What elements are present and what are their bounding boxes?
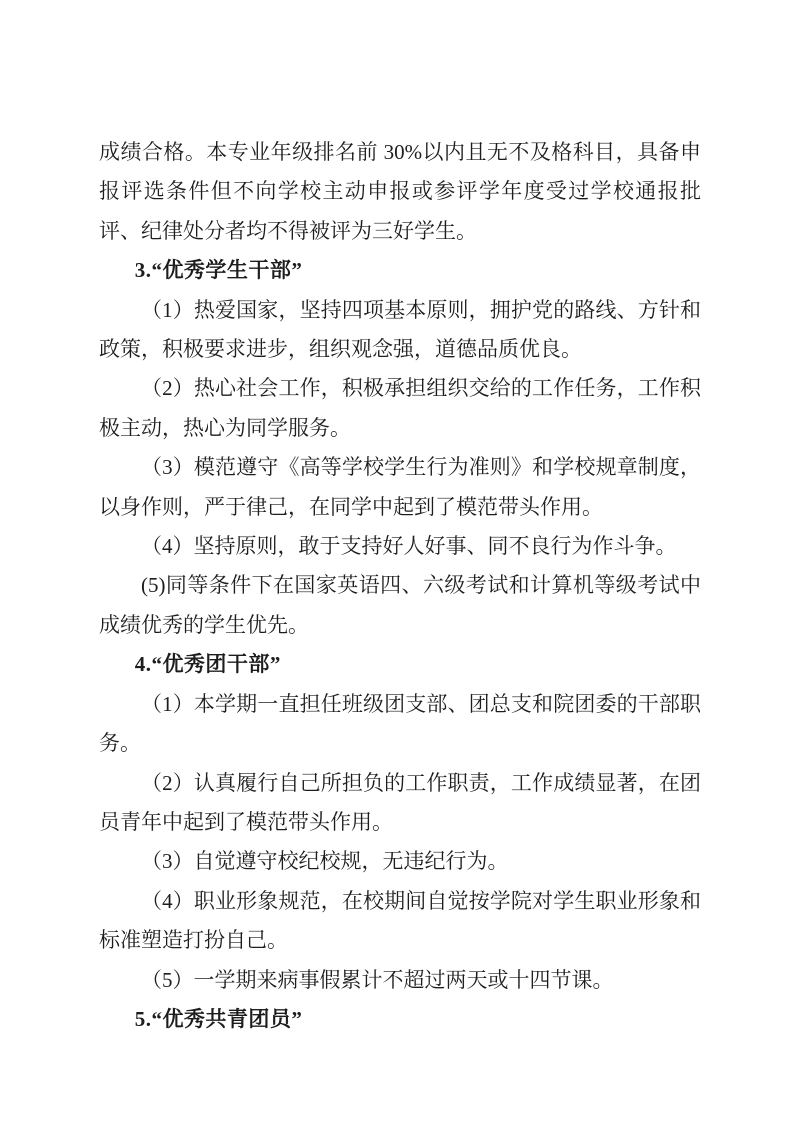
paragraph-item-5: (5)同等条件下在国家英语四、六级考试和计算机等级考试中成绩优秀的学生优先。 [99, 573, 701, 637]
section-heading-5: 5.“优秀共青团员” [134, 1006, 303, 1031]
paragraph-item-2: （2）热心社会工作，积极承担组织交给的工作任务，工作积极主动，热心为同学服务。 [99, 376, 701, 440]
paragraph-item-3: （3）模范遵守《高等学校学生行为准则》和学校规章制度，以身作则，严于律己，在同学中起到了模范带头作用。 [99, 455, 701, 519]
section-heading-4: 4.“优秀团干部” [134, 652, 281, 677]
paragraph-item-4: （4）坚持原则，敢于支持好人好事、同不良行为作斗争。 [141, 534, 677, 559]
paragraph-item-4: （4）职业形象规范，在校期间自觉按学院对学生职业形象和标准塑造打扮自己。 [99, 888, 701, 953]
paragraph-item-2: （2）认真履行自己所担负的工作职责，工作成绩显著，在团员青年中起到了模范带头作用。 [99, 770, 701, 834]
paragraph-item-1: （1）热爱国家，坚持四项基本原则，拥护党的路线、方针和政策，积极要求进步，组织观念强，道德品质优良。 [99, 297, 701, 362]
paragraph-item-1: （1）本学期一直担任班级团支部、团总支和院团委的干部职务。 [99, 691, 701, 756]
document-text-block [99, 133, 701, 1039]
paragraph-item-5: （5）一学期来病事假累计不超过两天或十四节课。 [141, 967, 614, 992]
section-heading-3: 3.“优秀学生干部” [134, 258, 303, 283]
paragraph-item-3: （3）自觉遵守校纪校规，无违纪行为。 [141, 849, 509, 874]
paragraph-continuation: 成绩合格。本专业年级排名前 30%以内且无不及格科目，具备申报评选条件但不向学校主动申报或参评学年度受过学校通报批评、纪律处分者均不得被评为三好学生。 [99, 140, 701, 243]
